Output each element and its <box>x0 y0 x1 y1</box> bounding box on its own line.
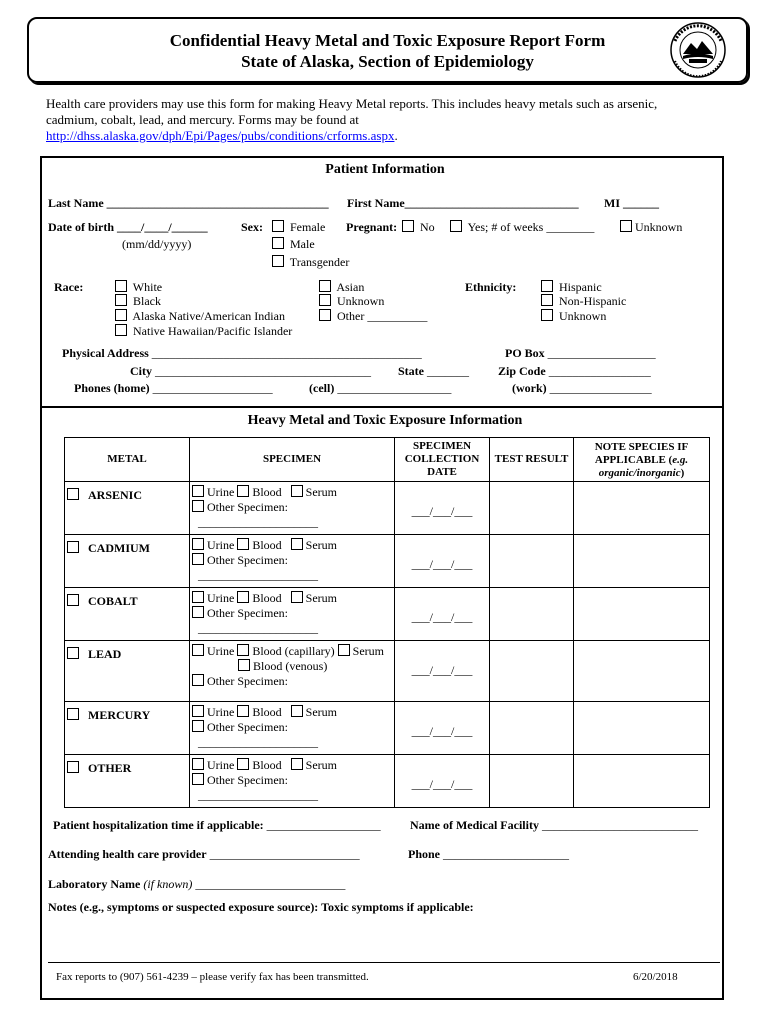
pregnant-yes-checkbox[interactable] <box>450 220 462 232</box>
serum-checkbox[interactable] <box>291 538 303 550</box>
test-result-cell[interactable] <box>490 482 574 535</box>
col-collection-date: SPECIMEN COLLECTION DATE <box>395 438 490 482</box>
collection-date-blank[interactable]: ___/___/___ <box>411 504 473 518</box>
col-specimen: SPECIMEN <box>190 438 395 482</box>
note-species-cell[interactable] <box>574 641 710 702</box>
other-specimen-checkbox[interactable] <box>192 773 204 785</box>
other-specimen-line[interactable]: ____________________ <box>198 621 318 635</box>
state-field[interactable]: State _______ <box>398 364 469 378</box>
note-species-cell[interactable] <box>574 588 710 641</box>
collection-date-blank[interactable]: ___/___/___ <box>411 724 473 738</box>
serum-checkbox[interactable] <box>291 705 303 717</box>
blood-checkbox[interactable] <box>237 591 249 603</box>
blood-checkbox[interactable] <box>237 485 249 497</box>
serum-checkbox[interactable] <box>291 591 303 603</box>
metal-cell[interactable] <box>65 702 190 755</box>
fax-instructions: Fax reports to (907) 561-4239 – please verify fax has been transmitted. <box>56 971 369 983</box>
other-specimen-line[interactable]: ____________________ <box>198 568 318 582</box>
dob-field[interactable]: Date of birth ____/____/______ <box>48 220 208 234</box>
hospitalization-field[interactable]: Patient hospitalization time if applicable: ___________________ <box>53 818 381 832</box>
metal-checkbox[interactable] <box>67 488 79 500</box>
ethnicity-hispanic-checkbox[interactable] <box>541 280 553 292</box>
sex-transgender-checkbox[interactable] <box>272 255 284 267</box>
other-specimen-line[interactable]: ____________________ <box>198 735 318 749</box>
pregnant-unknown-option[interactable]: Unknown <box>620 220 682 235</box>
blood-checkbox[interactable] <box>237 758 249 770</box>
serum-checkbox[interactable] <box>291 485 303 497</box>
test-result-cell[interactable] <box>490 588 574 641</box>
pregnant-no-option[interactable]: No <box>402 220 435 235</box>
facility-field[interactable]: Name of Medical Facility __________________________ <box>410 818 698 832</box>
sex-male-checkbox[interactable] <box>272 237 284 249</box>
collection-date-cell[interactable] <box>395 535 490 588</box>
metal-name: LEAD <box>88 647 122 661</box>
note-species-cell[interactable] <box>574 755 710 808</box>
test-result-cell[interactable] <box>490 755 574 808</box>
metals-table <box>64 437 710 808</box>
test-result-cell[interactable] <box>490 702 574 755</box>
urine-checkbox[interactable] <box>192 485 204 497</box>
specimen-cell: Urine Blood Serum Other Specimen: ____________________ <box>190 702 395 755</box>
ethnicity-hispanic-option[interactable]: Hispanic <box>541 280 602 295</box>
phone-cell-field[interactable]: (cell) ___________________ <box>309 381 452 395</box>
urine-checkbox[interactable] <box>192 644 204 656</box>
table-row <box>65 702 710 755</box>
ethnicity-non-hispanic-option[interactable]: Non-Hispanic <box>541 294 626 309</box>
provider-phone-field[interactable]: Phone _____________________ <box>408 847 570 861</box>
lab-name-field[interactable]: Laboratory Name (if known) _________________________ <box>48 877 346 891</box>
urine-checkbox[interactable] <box>192 705 204 717</box>
urine-checkbox[interactable] <box>192 758 204 770</box>
race-black-checkbox[interactable] <box>115 294 127 306</box>
ethnicity-non-hispanic-checkbox[interactable] <box>541 294 553 306</box>
specimen-cell: Urine Blood Serum Other Specimen: ____________________ <box>190 755 395 808</box>
collection-date-blank[interactable]: ___/___/___ <box>411 557 473 571</box>
metal-checkbox[interactable] <box>67 594 79 606</box>
specimen-cell: Urine Blood (capillary) Serum Blood (venous) Other Specimen: ____________________ <box>190 641 395 702</box>
intro-line-2: cadmium, cobalt, lead, and mercury. Forms may be found at <box>46 112 359 127</box>
form-title: Confidential Heavy Metal and Toxic Exposure Report Form <box>169 31 606 50</box>
intro-line-3: http://dhss.alaska.gov/dph/Epi/Pages/pubs/conditions/crforms.aspx. <box>46 128 398 143</box>
race-other-option[interactable]: Other __________ <box>319 309 427 324</box>
form-date: 6/20/2018 <box>633 971 678 983</box>
first-name-field[interactable]: First Name_____________________________ <box>347 196 579 210</box>
table-row <box>65 535 710 588</box>
phone-work-field[interactable]: (work) _________________ <box>512 381 652 395</box>
intro-line-1: Health care providers may use this form for making Heavy Metal reports. This includes heavy metals such as arsenic, <box>46 96 658 111</box>
last-name-field[interactable]: Last Name _____________________________________ <box>48 196 329 210</box>
race-pacific-islander-checkbox[interactable] <box>115 324 127 336</box>
table-row <box>65 482 710 535</box>
col-metal: METAL <box>65 438 190 482</box>
race-alaska-native-checkbox[interactable] <box>115 309 127 321</box>
serum-checkbox[interactable] <box>291 758 303 770</box>
metal-name: COBALT <box>88 594 138 608</box>
form-subtitle: State of Alaska, Section of Epidemiology <box>241 52 534 71</box>
collection-date-cell[interactable] <box>395 588 490 641</box>
blood-capillary-checkbox[interactable] <box>237 644 249 656</box>
race-black-option[interactable]: Black <box>115 294 161 309</box>
collection-date-blank[interactable]: ___/___/___ <box>411 610 473 624</box>
table-header-row <box>65 438 710 482</box>
note-species-cell[interactable] <box>574 482 710 535</box>
metal-checkbox[interactable] <box>67 761 79 773</box>
header-box <box>27 17 748 83</box>
race-asian-checkbox[interactable] <box>319 280 331 292</box>
table-row <box>65 641 710 702</box>
notes-label: Notes (e.g., symptoms or suspected exposure source): Toxic symptoms if applicable: <box>48 900 474 914</box>
metal-cell[interactable] <box>65 755 190 808</box>
other-specimen-line[interactable]: ____________________ <box>198 788 318 802</box>
urine-checkbox[interactable] <box>192 591 204 603</box>
metal-cell[interactable] <box>65 535 190 588</box>
metal-checkbox[interactable] <box>67 708 79 720</box>
metal-name: CADMIUM <box>88 541 150 555</box>
ethnicity-label: Ethnicity: <box>465 280 517 294</box>
blood-venous-checkbox[interactable] <box>238 659 250 671</box>
blood-checkbox[interactable] <box>237 538 249 550</box>
patient-info-heading: Patient Information <box>325 162 445 177</box>
specimen-cell: Urine Blood Serum Other Specimen: ____________________ <box>190 588 395 641</box>
metal-checkbox[interactable] <box>67 647 79 659</box>
collection-date-blank[interactable]: ___/___/___ <box>411 663 473 677</box>
race-pacific-islander-option[interactable]: Native Hawaiian/Pacific Islander <box>115 324 292 339</box>
pregnant-unknown-checkbox[interactable] <box>620 220 632 232</box>
metal-name: OTHER <box>88 761 132 775</box>
city-field[interactable]: City ____________________________________ <box>130 364 371 378</box>
dob-format: (mm/dd/yyyy) <box>122 237 192 251</box>
pregnant-label: Pregnant: <box>346 220 398 234</box>
serum-checkbox[interactable] <box>338 644 350 656</box>
sex-label: Sex: <box>241 220 263 234</box>
note-species-cell[interactable] <box>574 535 710 588</box>
other-specimen-line[interactable]: ____________________ <box>198 515 318 529</box>
exposure-heading: Heavy Metal and Toxic Exposure Information <box>247 413 523 428</box>
sex-female-option[interactable]: Female <box>272 220 325 235</box>
collection-date-cell[interactable] <box>395 702 490 755</box>
specimen-cell: Urine Blood Serum Other Specimen: ____________________ <box>190 535 395 588</box>
collection-date-cell[interactable] <box>395 641 490 702</box>
race-unknown-option[interactable]: Unknown <box>319 294 384 309</box>
sex-male-option[interactable]: Male <box>272 237 315 252</box>
specimen-cell: Urine Blood Serum Other Specimen: ____________________ <box>190 482 395 535</box>
race-label: Race: <box>54 280 84 294</box>
forms-link[interactable]: http://dhss.alaska.gov/dph/Epi/Pages/pubs/conditions/crforms.aspx <box>46 128 395 143</box>
metal-name: MERCURY <box>88 708 151 722</box>
col-note-species: NOTE SPECIES IF APPLICABLE (e.g. organic/inorganic) <box>574 438 710 482</box>
table-row <box>65 755 710 808</box>
metal-cell[interactable] <box>65 588 190 641</box>
mi-field[interactable]: MI ______ <box>604 196 659 210</box>
race-unknown-checkbox[interactable] <box>319 294 331 306</box>
collection-date-cell[interactable] <box>395 755 490 808</box>
test-result-cell[interactable] <box>490 535 574 588</box>
sex-female-checkbox[interactable] <box>272 220 284 232</box>
collection-date-blank[interactable]: ___/___/___ <box>411 777 473 791</box>
zip-field[interactable]: Zip Code _________________ <box>498 364 651 378</box>
table-row <box>65 588 710 641</box>
other-specimen-line[interactable]: ____________________ <box>198 689 318 703</box>
col-test-result: TEST RESULT <box>490 438 574 482</box>
pobox-field[interactable]: PO Box __________________ <box>505 346 656 360</box>
sex-transgender-option[interactable]: Transgender <box>272 255 349 270</box>
race-white-checkbox[interactable] <box>115 280 127 292</box>
other-specimen-checkbox[interactable] <box>192 553 204 565</box>
urine-checkbox[interactable] <box>192 538 204 550</box>
race-other-checkbox[interactable] <box>319 309 331 321</box>
note-species-cell[interactable] <box>574 702 710 755</box>
race-white-option[interactable]: White <box>115 280 162 295</box>
other-specimen-checkbox[interactable] <box>192 606 204 618</box>
address-field[interactable]: Physical Address _____________________________________________ <box>62 346 422 360</box>
other-specimen-checkbox[interactable] <box>192 500 204 512</box>
blood-checkbox[interactable] <box>237 705 249 717</box>
collection-date-cell[interactable] <box>395 482 490 535</box>
race-alaska-native-option[interactable]: Alaska Native/American Indian <box>115 309 285 324</box>
test-result-cell[interactable] <box>490 641 574 702</box>
ethnicity-unknown-checkbox[interactable] <box>541 309 553 321</box>
pregnant-yes-option[interactable]: Yes; # of weeks ________ <box>450 220 594 235</box>
provider-field[interactable]: Attending health care provider _________________________ <box>48 847 360 861</box>
state-seal-logo <box>669 21 727 79</box>
metal-cell[interactable] <box>65 482 190 535</box>
other-specimen-checkbox[interactable] <box>192 674 204 686</box>
metal-checkbox[interactable] <box>67 541 79 553</box>
ethnicity-unknown-option[interactable]: Unknown <box>541 309 606 324</box>
race-asian-option[interactable]: Asian <box>319 280 364 295</box>
phone-home-field[interactable]: Phones (home) ____________________ <box>74 381 273 395</box>
other-specimen-checkbox[interactable] <box>192 720 204 732</box>
metal-name: ARSENIC <box>88 488 143 502</box>
metal-cell[interactable] <box>65 641 190 702</box>
pregnant-no-checkbox[interactable] <box>402 220 414 232</box>
